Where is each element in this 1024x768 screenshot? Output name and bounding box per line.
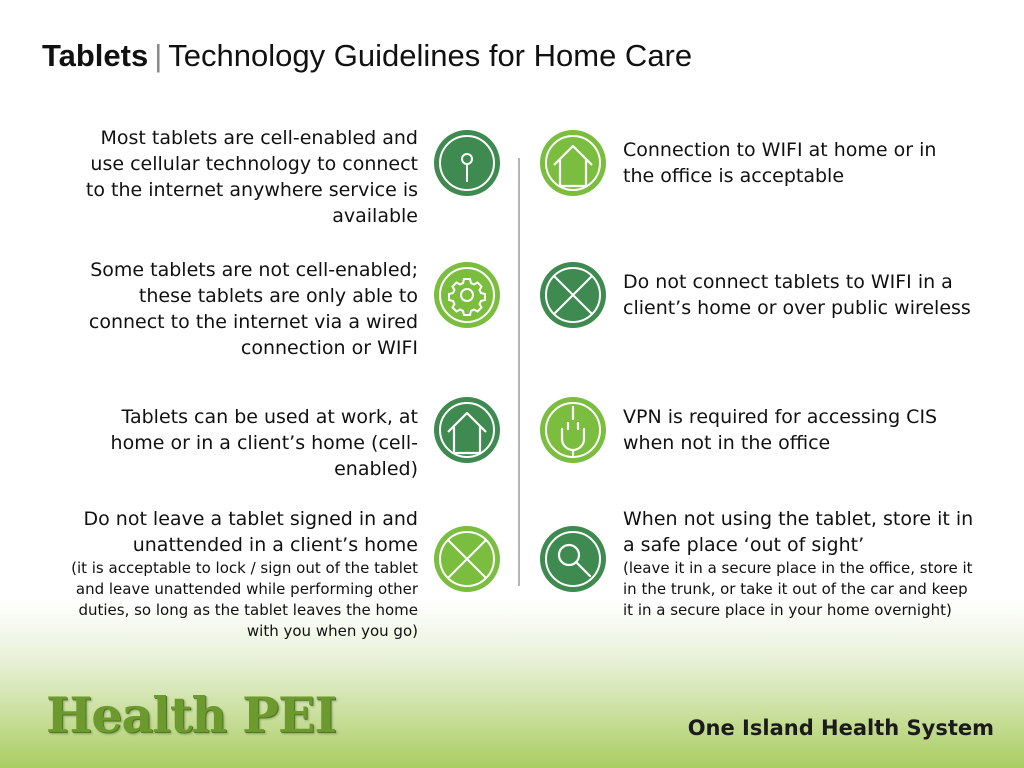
left-item-1-text [68, 125, 418, 229]
title-separator: | [154, 38, 163, 73]
title-rest: Technology Guidelines for Home Care [168, 38, 693, 73]
right-item-2-label: Do not connect tablets to WIFI in a client’s home or over public wireless [623, 271, 971, 319]
right-item-4-label: When not using the tablet, store it in a safe place ‘out of sight’ [623, 508, 974, 556]
left-item-2-text [68, 257, 418, 361]
left-item-4-text [46, 506, 418, 642]
health-pei-logo: Health PEI [46, 686, 337, 744]
right-item-4-text [623, 506, 978, 621]
title-bold: Tablets [42, 38, 149, 73]
center-divider [518, 158, 520, 586]
left-item-4-label: Do not leave a tablet signed in and unattended in a client’s home [83, 508, 418, 556]
search-icon [540, 526, 606, 592]
left-item-4-note: (it is acceptable to lock / sign out of the tablet and leave unattended while performing other duties, so long as the tablet leaves the home with you when you go) [71, 559, 418, 640]
tagline: One Island Health System [687, 716, 994, 740]
left-item-2-label: Some tablets are not cell-enabled; these tablets are only able to connect to the internet via a wired connection or WIFI [88, 259, 418, 359]
right-item-1-text [623, 137, 968, 189]
right-item-4-note: (leave it in a secure place in the office, store it in the trunk, or take it out of the car and keep it in a secure place in your home overnight) [623, 559, 973, 619]
prohibited-x-icon [540, 262, 606, 328]
right-item-1-label: Connection to WIFI at home or in the office is acceptable [623, 139, 937, 187]
plug-icon [540, 397, 606, 463]
left-item-1-label: Most tablets are cell-enabled and use cellular technology to connect to the internet anywhere service is available [85, 127, 418, 227]
prohibited-x-icon [434, 526, 500, 592]
right-item-3-text [623, 404, 968, 456]
left-item-3-label: Tablets can be used at work, at home or in a client’s home (cell-enabled) [110, 406, 418, 480]
page-title [42, 38, 692, 74]
right-item-2-text [623, 269, 995, 321]
gear-icon [434, 262, 500, 328]
cellular-signal-icon [434, 130, 500, 196]
left-item-3-text [88, 404, 418, 482]
right-item-3-label: VPN is required for accessing CIS when not in the office [623, 406, 938, 454]
home-icon [540, 130, 606, 196]
home-icon [434, 397, 500, 463]
